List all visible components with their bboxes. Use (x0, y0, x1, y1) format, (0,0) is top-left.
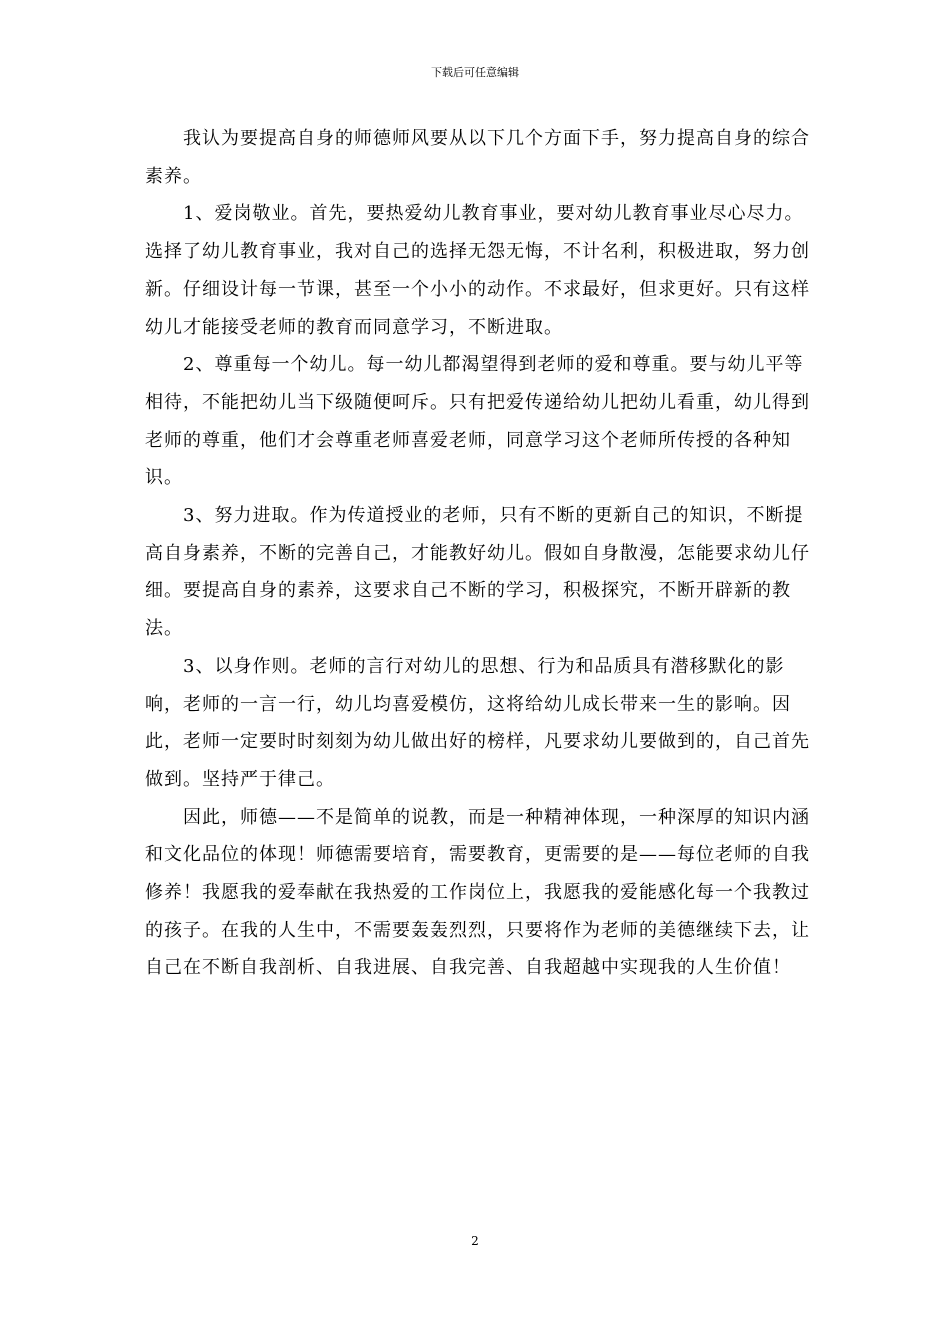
document-body (145, 120, 810, 987)
paragraph-conclusion: 因此，师德——不是简单的说教，而是一种精神体现，一种深厚的知识内涵和文化品位的体现！师德需要培育，需要教育，更需要的是——每位老师的自我修养！我愿我的爱奉献在我热爱的工作岗位上，我愿我的爱能感化每一个我教过的孩子。在我的人生中，不需要轰轰烈烈，只要将作为老师的美德继续下去，让自己在不断自我剖析、自我进展、自我完善、自我超越中实现我的人生价值！ (145, 806, 810, 979)
page-header: 下载后可任意编辑 (431, 66, 519, 79)
paragraph-intro: 我认为要提高自身的师德师风要从以下几个方面下手，努力提高自身的综合素养。 (145, 128, 810, 187)
paragraph-progress: 3、努力进取。作为传道授业的老师，只有不断的更新自己的知识，不断提高自身素养，不断的完善自己，才能教好幼儿。假如自身散漫，怎能要求幼儿仔细。要提高自身的素养，这要求自己不断的学习，积极探究，不断开辟新的教法。 (145, 505, 810, 640)
page-number: 2 (471, 1234, 479, 1248)
paragraph-respect: 2、尊重每一个幼儿。每一幼儿都渴望得到老师的爱和尊重。要与幼儿平等相待，不能把幼儿当下级随便呵斥。只有把爱传递给幼儿把幼儿看重，幼儿得到老师的尊重，他们才会尊重老师喜爱老师，同意学习这个老师所传授的各种知识。 (145, 354, 810, 489)
paragraph-dedication: 1、爱岗敬业。首先，要热爱幼儿教育事业，要对幼儿教育事业尽心尽力。选择了幼儿教育事业，我对自己的选择无怨无悔，不计名利，积极进取，努力创新。仔细设计每一节课，甚至一个小小的动作。不求最好，但求更好。只有这样幼儿才能接受老师的教育而同意学习，不断进取。 (145, 203, 810, 338)
paragraph-example: 3、以身作则。老师的言行对幼儿的思想、行为和品质具有潜移默化的影响，老师的一言一行，幼儿均喜爱模仿，这将给幼儿成长带来一生的影响。因此，老师一定要时时刻刻为幼儿做出好的榜样，凡要求幼儿要做到的，自己首先做到。坚持严于律己。 (145, 655, 810, 790)
